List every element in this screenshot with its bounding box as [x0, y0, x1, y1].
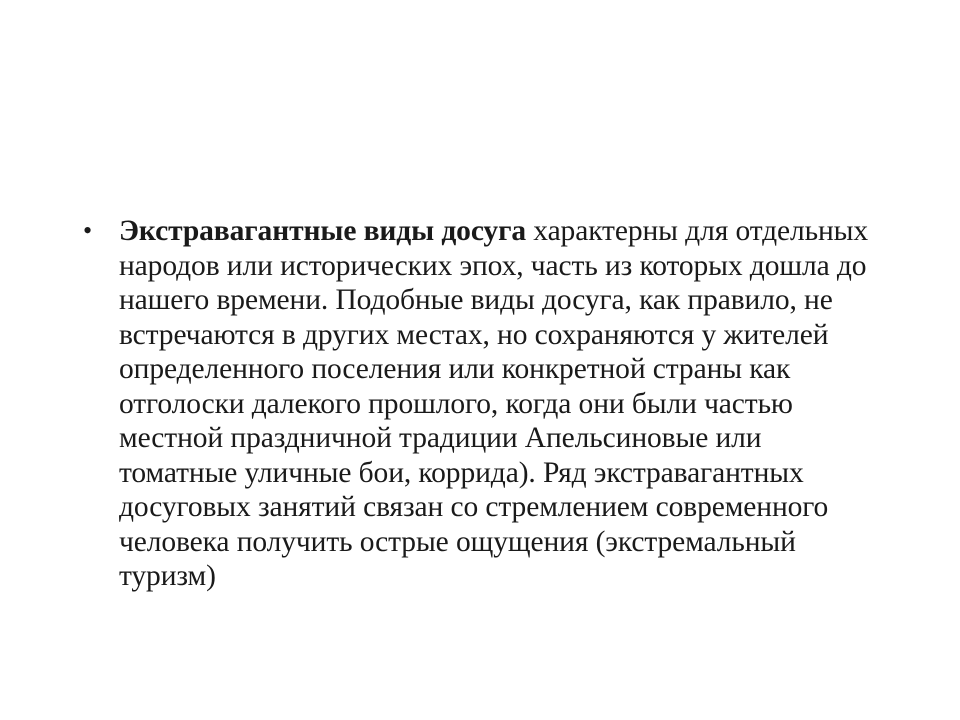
bullet-bold-text: Экстравагантные виды досуга [119, 215, 527, 247]
bullet-body-text: характерны для отдельных народов или исторических эпох, часть из которых дошла до нашего времени. Подобные виды досуга, как правило, не встречаются в других местах, но сохраняются у жителей определенного поселения или конкретной страны как отголоски далекого прошлого, когда они были частью местной праздничной традиции Апельсиновые или томатные уличные бои, коррида). Ряд экстравагантных досуговых занятий связан со стремлением современного человека получить острые ощущения (экстремальный туризм) [119, 215, 869, 592]
bullet-marker: • [83, 216, 93, 245]
bullet-text [119, 214, 874, 594]
